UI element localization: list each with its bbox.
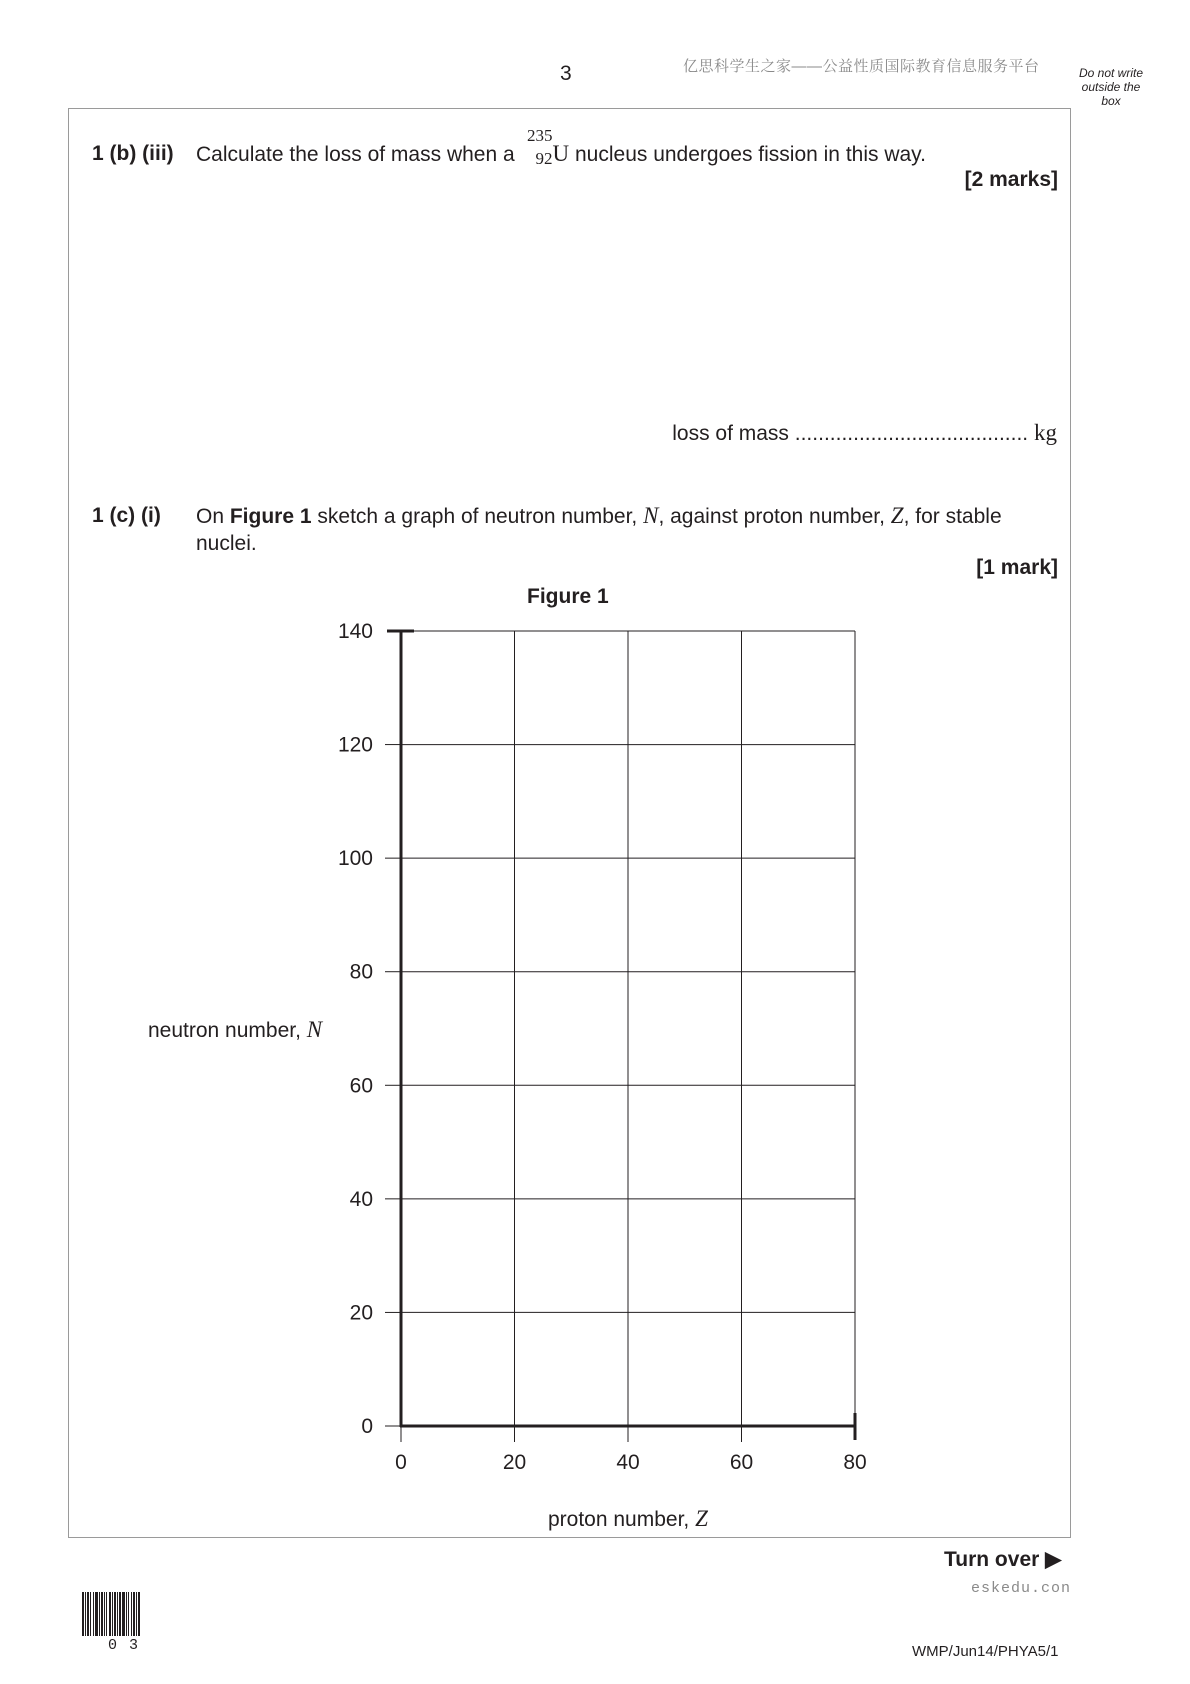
y-tick-label: 80	[349, 960, 373, 984]
site-watermark: eskedu.con	[971, 1580, 1072, 1597]
x-axis-label	[548, 1506, 708, 1532]
tick-labels	[338, 620, 867, 1474]
x-axis-variable: Z	[695, 1506, 708, 1531]
margin-note-line-3: box	[1101, 94, 1121, 108]
paper-reference: WMP/Jun14/PHYA5/1	[912, 1643, 1059, 1660]
question-text-part: , for stable	[903, 505, 1002, 528]
y-tick-label: 120	[337, 733, 373, 757]
y-axis-variable: N	[306, 1017, 323, 1042]
element-symbol: U	[552, 141, 570, 166]
barcode-image	[82, 1592, 178, 1636]
mass-number: 235	[527, 126, 553, 145]
question-text-part: , against proton number,	[658, 505, 885, 528]
question-number-1biii: 1 (b) (iii)	[92, 142, 174, 165]
barcode-bar	[138, 1592, 140, 1636]
axes	[387, 630, 856, 1440]
margin-note-line-1: Do not write	[1078, 66, 1144, 80]
barcode-bar	[119, 1592, 121, 1636]
barcode-bar	[87, 1592, 89, 1636]
x-axis-label-text: proton number,	[548, 1508, 690, 1531]
barcode-bar	[109, 1592, 111, 1636]
atomic-number: 92	[535, 149, 553, 168]
barcode-bar	[99, 1592, 100, 1636]
barcode-bar	[93, 1592, 94, 1636]
x-tick-label: 40	[616, 1451, 640, 1474]
y-tick-label: 40	[349, 1187, 373, 1211]
question-text-part: Calculate the loss of mass when a	[196, 143, 515, 166]
barcode-bar	[104, 1592, 105, 1636]
question-text-part: nuclei.	[196, 532, 257, 555]
x-tick-label: 80	[843, 1451, 867, 1474]
answer-unit: kg	[1034, 420, 1057, 445]
watermark-text: 亿思科学生之家——公益性质国际教育信息服务平台	[683, 58, 1040, 75]
y-tick-label: 140	[337, 620, 373, 643]
barcode-bar	[82, 1592, 84, 1636]
x-tick-label: 20	[502, 1451, 527, 1474]
barcode-digits: 03	[108, 1637, 151, 1654]
barcode-bar	[122, 1592, 125, 1636]
y-tick-label: 60	[349, 1074, 373, 1098]
question-text-part: nucleus undergoes fission in this way.	[574, 143, 926, 166]
figure-reference: Figure 1	[229, 505, 312, 528]
answer-dots: ........................................	[794, 422, 1029, 445]
y-axis-label-text: neutron number,	[148, 1019, 301, 1042]
barcode-bar	[85, 1592, 86, 1636]
marks-1biii: [2 marks]	[964, 168, 1058, 191]
barcode-bar	[101, 1592, 103, 1636]
marks-1ci: [1 mark]	[976, 556, 1058, 579]
answer-label: loss of mass	[672, 422, 789, 445]
barcode-bar	[90, 1592, 91, 1636]
page-number: 3	[560, 62, 572, 85]
grid-lines	[401, 631, 855, 1426]
y-tick-label: 20	[349, 1301, 373, 1325]
question-text-part: On	[196, 505, 225, 528]
x-tick-label: 60	[729, 1451, 754, 1474]
barcode-bar	[95, 1592, 98, 1636]
figure-title: Figure 1	[527, 585, 609, 608]
barcode-bar	[112, 1592, 113, 1636]
tick-marks	[385, 745, 742, 1442]
turn-over-label: Turn over ▶	[944, 1548, 1062, 1571]
barcode-bar	[117, 1592, 118, 1636]
variable-z: Z	[890, 503, 904, 528]
question-number-1ci: 1 (c) (i)	[92, 504, 161, 527]
barcode-bar	[128, 1592, 129, 1636]
barcode-bar	[136, 1592, 137, 1636]
barcode-bar	[133, 1592, 135, 1636]
y-tick-label: 0	[361, 1415, 373, 1438]
question-text-part: sketch a graph of neutron number,	[317, 505, 638, 528]
barcode-bar	[106, 1592, 107, 1636]
y-tick-label: 100	[337, 847, 373, 871]
x-tick-label: 0	[395, 1451, 407, 1474]
variable-n: N	[643, 503, 659, 528]
y-axis-label	[148, 1017, 322, 1043]
barcode-bar	[126, 1592, 127, 1636]
barcode-bar	[114, 1592, 116, 1636]
margin-note-line-2: outside the	[1081, 80, 1141, 94]
barcode-bar	[131, 1592, 132, 1636]
